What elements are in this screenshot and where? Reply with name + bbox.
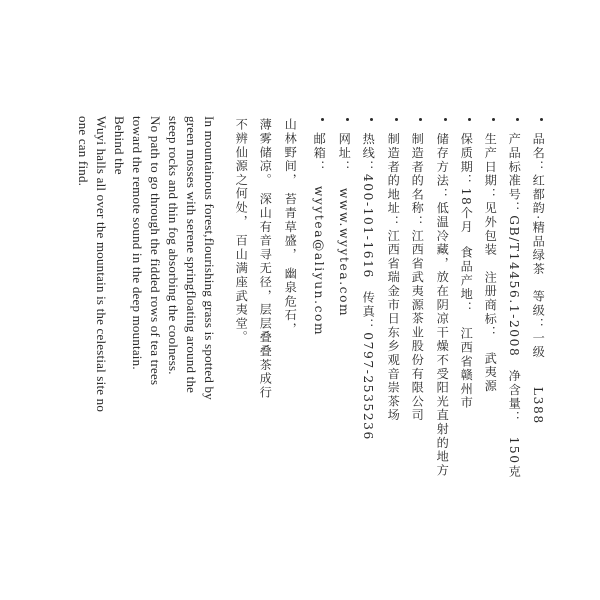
email-value: wyytea@aliyun.com [312, 185, 327, 337]
storage-line [436, 118, 448, 477]
bullet-dot [321, 118, 324, 121]
standard-value: GB/T14456.1-2008 [507, 215, 522, 358]
production-date-label: 生产日期： [483, 132, 498, 202]
maker-address-line [387, 118, 399, 422]
bullet-dot [346, 118, 349, 121]
hotline-line [362, 118, 374, 441]
bullet-dot [468, 118, 471, 121]
standard-label: 产品标准号： [507, 132, 522, 216]
grade-label: 等级： [531, 289, 546, 332]
poem-cn-line-1: 山林野间， 苔青草盛， 幽泉危石， [283, 118, 298, 336]
poem-en-line-3: steep rocks and thin fog absorbing the coolness. [166, 116, 181, 375]
poem-en-line-1: In mountainous forest,flourishing grass is spotted by [202, 116, 217, 400]
poem-en-line-6: Behind the [112, 116, 127, 175]
poem-en-line-7: Wuyi halls all over the mountain is the celestial site no [94, 116, 109, 413]
poem-cn-line-3: 不辨仙源之何处， 百山满座武夷堂。 [234, 118, 249, 345]
bullet-dot [370, 118, 373, 121]
production-date-line [484, 118, 496, 393]
trademark-value: 武夷源 [483, 351, 498, 394]
website-line [338, 118, 350, 317]
maker-name-value: 江西省武夷源茶业股份有限公司 [410, 229, 425, 423]
poem-cn-line-2: 薄雾储凉。 深山有音寻无径，层层叠叠茶成行 [258, 118, 273, 400]
grade-value: 一级 [531, 331, 546, 359]
net-content-value: 150克 [507, 436, 522, 479]
product-name-value: 红都韵·精品绿茶 [531, 173, 546, 276]
bullet-dot [516, 118, 519, 121]
maker-name-line [411, 118, 423, 422]
poem-en-line-4: No path to go through the fidded rows of tea trees [148, 116, 163, 386]
standard-line [508, 118, 520, 478]
email-line [313, 118, 325, 336]
website-label: 网址： [337, 132, 352, 174]
shelf-life-value: 18个月 [459, 187, 474, 234]
hotline-value: 400-101-1616 [361, 173, 376, 279]
storage-value: 低温冷藏，放在阴凉干燥不受阳光直射的地方 [435, 201, 450, 478]
hotline-label: 热线： [361, 132, 376, 174]
origin-label: 食品产地： [459, 246, 474, 315]
production-date-value: 见外包装 [483, 201, 498, 257]
bullet-dot [419, 118, 422, 121]
maker-address-value: 江西省瑞金市日东乡观音崇茶场 [386, 229, 401, 423]
poem-en-line-5: toward the remote sound in the deep mountain. [130, 116, 145, 370]
product-code: L388 [531, 386, 546, 425]
poem-en-line-2: green mosses with serene springfloating around the [184, 116, 199, 394]
maker-address-label: 制造者的地址： [386, 132, 401, 230]
fax-value: 0797-2535236 [361, 332, 376, 441]
product-name-label: 品名： [531, 132, 546, 174]
trademark-label: 注册商标： [483, 270, 498, 340]
website-value: www.wyytea.com [337, 187, 352, 318]
shelf-life-line [460, 118, 472, 410]
bullet-dot [540, 118, 543, 121]
bullet-dot [492, 118, 495, 121]
email-label: 邮箱： [312, 132, 327, 174]
bullet-dot [395, 118, 398, 121]
origin-value: 江西省赣州市 [459, 327, 474, 410]
net-content-label: 净含量： [507, 369, 522, 425]
storage-label: 储存方法： [435, 132, 450, 202]
shelf-life-label: 保质期： [459, 132, 474, 188]
bullet-dot [444, 118, 447, 121]
product-name-line [532, 118, 544, 425]
poem-en-line-8: one can find. [76, 116, 91, 187]
maker-name-label: 制造者的名称： [410, 132, 425, 230]
fax-label: 传真： [361, 290, 376, 333]
